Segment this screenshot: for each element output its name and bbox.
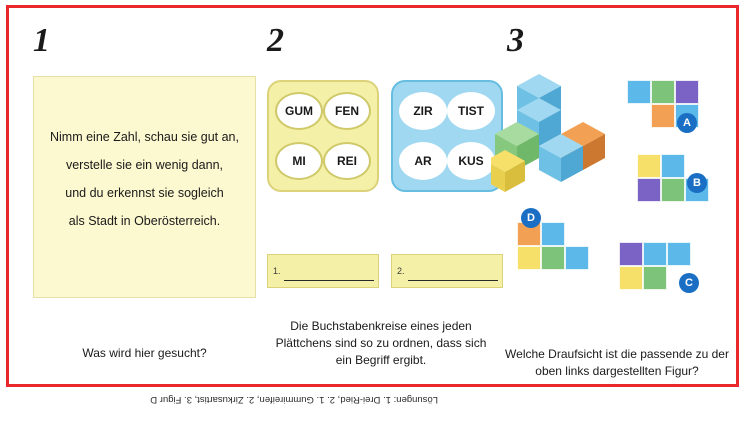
letter-circle-kus[interactable]: KUS	[447, 142, 495, 180]
riddle-card	[33, 76, 256, 298]
cell	[637, 154, 661, 178]
solutions-text: Lösungen: 1. Drei-Ried, 2. 1. Gummireifen, 2. Zirkusartist, 3. Figur D	[150, 394, 438, 405]
isometric-figure	[491, 68, 621, 198]
puzzle-3-figures	[489, 68, 739, 328]
option-d-badge[interactable]: D	[521, 208, 541, 228]
option-b-badge[interactable]: B	[687, 173, 707, 193]
puzzle-2-caption-line-1: Die Buchstabenkreise eines jeden	[290, 319, 472, 333]
letter-circle-ar[interactable]: AR	[399, 142, 447, 180]
option-a-badge[interactable]: A	[677, 113, 697, 133]
cell	[661, 154, 685, 178]
puzzle-1-number: 1	[33, 22, 50, 59]
cell	[541, 246, 565, 270]
puzzle-3-caption	[497, 346, 737, 380]
cell	[619, 266, 643, 290]
letter-tile-blue[interactable]	[391, 80, 503, 192]
cell	[651, 104, 675, 128]
cell	[675, 80, 699, 104]
riddle-line-2: verstelle sie ein wenig dann,	[65, 158, 224, 172]
riddle-line-1: Nimm eine Zahl, schau sie gut an,	[50, 130, 239, 144]
puzzle-2-caption-line-2: Plättchens sind so zu ordnen, dass sich	[275, 336, 487, 350]
answer-field-2-label: 2.	[397, 266, 405, 276]
cell	[627, 80, 651, 104]
cell	[661, 178, 685, 202]
puzzle-2-number: 2	[267, 22, 284, 59]
riddle-text	[34, 123, 255, 235]
riddle-line-4: als Stadt in Oberösterreich.	[68, 214, 221, 228]
cell	[619, 242, 643, 266]
letter-tile-yellow[interactable]	[267, 80, 379, 192]
answer-field-1-rule	[284, 280, 374, 281]
letter-circle-rei[interactable]: REI	[323, 142, 371, 180]
puzzle-3-caption-line-2: oben links dargestellten Figur?	[535, 364, 699, 378]
cell	[517, 246, 541, 270]
answer-field-1[interactable]	[267, 254, 379, 288]
option-c-badge[interactable]: C	[679, 273, 699, 293]
answer-field-1-label: 1.	[273, 266, 281, 276]
puzzle-2-caption-line-3: ein Begriff ergibt.	[335, 353, 427, 367]
cell	[565, 246, 589, 270]
cell	[643, 266, 667, 290]
puzzle-1-question: Was wird hier gesucht?	[82, 346, 207, 360]
red-border-frame	[6, 5, 739, 387]
cell	[667, 242, 691, 266]
letter-circle-zir[interactable]: ZIR	[399, 92, 447, 130]
cell	[643, 242, 667, 266]
letter-circle-tist[interactable]: TIST	[447, 92, 495, 130]
puzzle-3-caption-line-1: Welche Draufsicht ist die passende zu der	[505, 347, 729, 361]
riddle-line-3: und du erkennst sie sogleich	[65, 186, 224, 200]
answer-field-2[interactable]	[391, 254, 503, 288]
answer-field-2-rule	[408, 280, 498, 281]
cell	[541, 222, 565, 246]
letter-circle-gum[interactable]: GUM	[275, 92, 323, 130]
cell	[651, 80, 675, 104]
letter-circle-mi[interactable]: MI	[275, 142, 323, 180]
cell	[637, 178, 661, 202]
option-d-shape[interactable]	[517, 222, 597, 278]
puzzle-2-caption	[261, 318, 501, 369]
letter-circle-fen[interactable]: FEN	[323, 92, 371, 130]
puzzle-3-number: 3	[507, 22, 524, 59]
solutions-strip	[8, 394, 438, 410]
